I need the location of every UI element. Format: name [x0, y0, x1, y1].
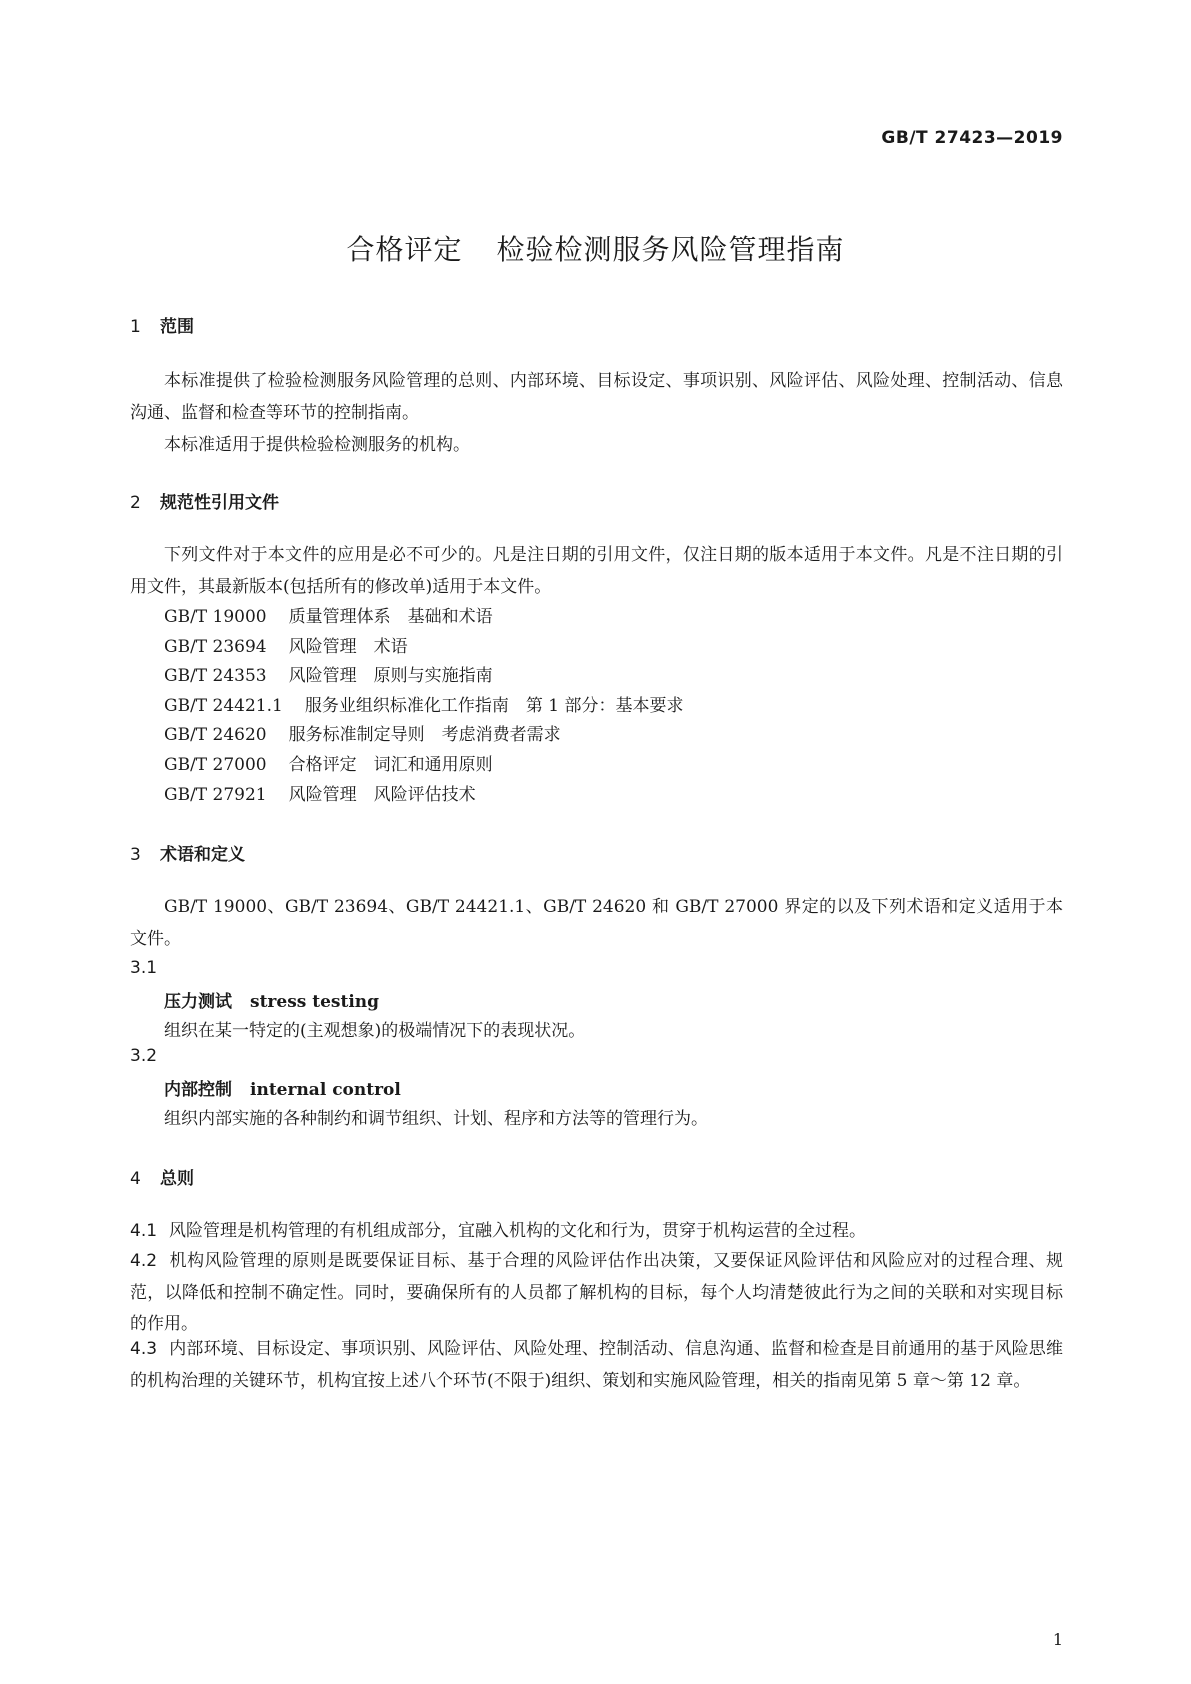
standard-number: GB/T 27423—2019 [881, 128, 1063, 148]
title-part2: 检验检测服务风险管理指南 [496, 233, 845, 266]
reference-item: GB/T 19000 质量管理体系 基础和术语 [164, 607, 493, 627]
term-definition: 组织在某一特定的(主观想象)的极端情况下的表现状况。 [164, 1021, 586, 1041]
section-2-paragraph-1: 下列文件对于本文件的应用是必不可少的。凡是注日期的引用文件，仅注日期的版本适用于本文件。凡是不注日期的引用文件，其最新版本(包括所有的修改单)适用于本文件。 [130, 545, 1063, 597]
section-4-heading: 4 总则 [130, 1169, 194, 1189]
section-3-paragraph-1: GB/T 19000、GB/T 23694、GB/T 24421.1、GB/T 24620 和 GB/T 27000 界定的以及下列术语和定义适用于本文件。 [130, 897, 1063, 949]
reference-item: GB/T 23694 风险管理 术语 [164, 637, 408, 657]
document-title [0, 228, 1191, 268]
reference-item: GB/T 27921 风险管理 风险评估技术 [164, 785, 476, 805]
term-definition: 组织内部实施的各种制约和调节组织、计划、程序和方法等的管理行为。 [164, 1109, 708, 1129]
term-number: 3.2 [130, 1046, 158, 1066]
reference-item: GB/T 24620 服务标准制定导则 考虑消费者需求 [164, 725, 561, 745]
reference-item: GB/T 27000 合格评定 词汇和通用原则 [164, 755, 493, 775]
section-2-heading: 2 规范性引用文件 [130, 493, 279, 513]
title-part1: 合格评定 [346, 233, 463, 266]
term-number: 3.1 [130, 958, 158, 978]
term-name: 内部控制 internal control [164, 1080, 401, 1100]
section-3-heading: 3 术语和定义 [130, 845, 245, 865]
clause-4-1: 4.1 风险管理是机构管理的有机组成部分，宜融入机构的文化和行为，贯穿于机构运营的全过程。 [130, 1221, 867, 1241]
reference-item: GB/T 24353 风险管理 原则与实施指南 [164, 666, 493, 686]
page-number: 1 [1052, 1630, 1063, 1649]
reference-item: GB/T 24421.1 服务业组织标准化工作指南 第 1 部分：基本要求 [164, 696, 684, 716]
clause-4-2: 4.2 机构风险管理的原则是既要保证目标、基于合理的风险评估作出决策，又要保证风险评估和风险应对的过程合理、规范，以降低和控制不确定性。同时，要确保所有的人员都了解机构的目标，每个人均清楚彼此行为之间的关联和对实现目标的作用。 [130, 1251, 1063, 1334]
term-name: 压力测试 stress testing [164, 992, 380, 1012]
section-1-paragraph-1: 本标准提供了检验检测服务风险管理的总则、内部环境、目标设定、事项识别、风险评估、风险处理、控制活动、信息沟通、监督和检查等环节的控制指南。 [130, 371, 1063, 423]
clause-4-3: 4.3 内部环境、目标设定、事项识别、风险评估、风险处理、控制活动、信息沟通、监督和检查是目前通用的基于风险思维的机构治理的关键环节，机构宜按上述八个环节(不限于)组织、策划和实施风险管理，相关的指南见第 5 章～第 12 章。 [130, 1339, 1063, 1391]
section-1-paragraph-2: 本标准适用于提供检验检测服务的机构。 [164, 435, 470, 455]
section-1-heading: 1 范围 [130, 317, 194, 337]
